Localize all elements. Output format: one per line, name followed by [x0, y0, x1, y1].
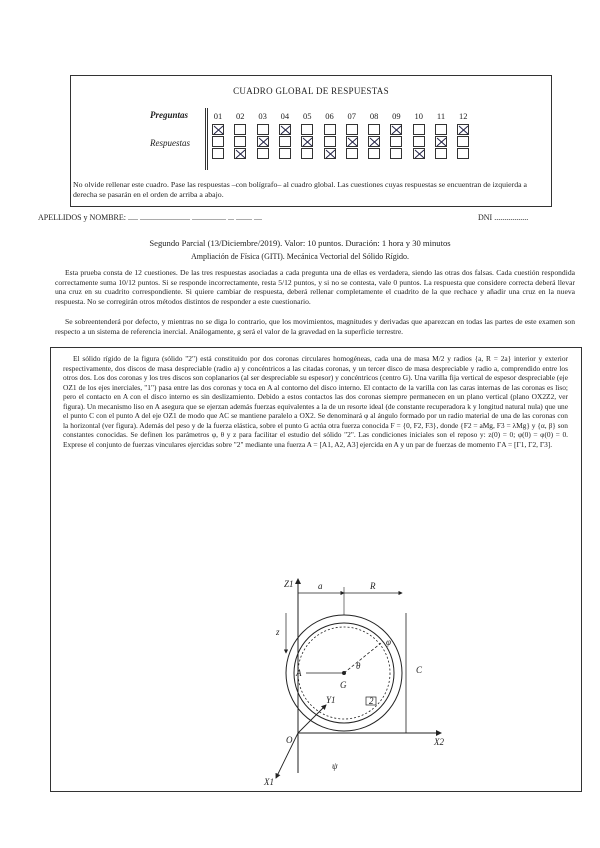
- answer-checkbox[interactable]: [346, 124, 358, 135]
- problem-box: [50, 347, 582, 792]
- question-number: 06: [325, 111, 334, 121]
- instructions-paragraph-1: Esta prueba consta de 12 cuestiones. De las tres respuestas asociadas a cada pregunta una de ellas es verdadera, siendo las otras dos falsas. Cada cuestión respondida correctamente suma 10/12 puntos. Si se responde incorrectamente, resta 5/12 puntos, y si no se contesta, vale 0 puntos. La respuesta que considere correcta deberá llevar una cruz en su cuadrito correspondiente. Si quiere cambiar de respuesta, deberá rellenar completamente el cuadrito de la que rechace y añadir una cruz en la nueva respuesta. No se corregirán otros métodos distintos de responder a este cuestionario.: [55, 268, 575, 306]
- answer-checkbox[interactable]: [279, 136, 291, 147]
- answer-checkbox[interactable]: [435, 124, 447, 135]
- answer-table-title: CUADRO GLOBAL DE RESPUESTAS: [233, 86, 389, 96]
- y1-axis: [298, 705, 326, 733]
- answer-checkbox[interactable]: [324, 124, 336, 135]
- label-z: z: [276, 627, 280, 637]
- answer-checkbox[interactable]: [301, 136, 313, 147]
- answer-checkbox[interactable]: [390, 136, 402, 147]
- question-number: 10: [414, 111, 423, 121]
- question-number: 05: [302, 111, 312, 121]
- label-psi: ψ: [332, 761, 338, 771]
- answer-checkbox[interactable]: [413, 148, 425, 159]
- answer-checkbox[interactable]: [301, 124, 313, 135]
- label-G: G: [340, 680, 347, 690]
- answer-checkbox[interactable]: [346, 136, 358, 147]
- label-two: 2: [369, 696, 374, 706]
- answer-checkbox[interactable]: [212, 148, 224, 159]
- exam-title: Segundo Parcial (13/Diciembre/2019). Valor: 10 puntos. Duración: 1 hora y 30 minutos: [149, 238, 451, 248]
- answer-checkbox[interactable]: [324, 136, 336, 147]
- answer-checkbox[interactable]: [368, 136, 380, 147]
- radius-phi: [344, 643, 381, 673]
- label-x2: X2: [434, 737, 444, 747]
- answer-checkbox[interactable]: [457, 148, 469, 159]
- answer-checkbox[interactable]: [279, 124, 291, 135]
- question-number: 09: [392, 111, 401, 121]
- exam-subtitle: Ampliación de Física (GITI). Mecánica Vectorial del Sólido Rígido.: [190, 252, 410, 261]
- answers-label: Respuestas: [150, 138, 190, 148]
- center-g: [342, 671, 346, 675]
- answer-checkbox[interactable]: [234, 124, 246, 135]
- label-r: R: [370, 581, 376, 591]
- answer-checkbox[interactable]: [457, 124, 469, 135]
- question-number: 11: [436, 111, 446, 121]
- answer-checkbox[interactable]: [212, 136, 224, 147]
- answer-checkbox[interactable]: [435, 148, 447, 159]
- questions-label: Preguntas: [150, 110, 189, 120]
- answer-checkbox[interactable]: [368, 124, 380, 135]
- answer-checkbox[interactable]: [234, 136, 246, 147]
- rigid-body-figure: [236, 573, 466, 788]
- problem-statement: El sólido rígido de la figura (sólido "2") está constituido por dos coronas circulares homogéneas, cada una de masa M/2 y radios {a, R = 2a} interior y exterior respectivamente, dos discos de masa despreciable (radio a) y concéntricos a las citadas coronas, y un tercer disco de masa despreciable y radio a, comprendido entre los otros dos. Los dos coronas y los tres discos son coplanarios (al ser despreciable su espesor) y concéntricos (centro G). Una varilla fija vertical de espesor despreciable (eje OZ1 de los ejes inerciales, "1") pasa entre las dos coronas y toca en A al contorno del disco interno. El contacto de la varilla con las caras internas de las coronas es liso; pero el contacto en A con el disco interno es sin deslizamiento. Debido a estos contactos las dos coronas siempre permanecen en un plano vertical (plano OX2Z2, ver figura). Un mecanismo liso en A asegura que se ejerzan además fuerzas equivalentes a la de un resorte ideal (de constante recuperadora k y longitud natural nula) que une el punto C con el punto A del eje OZ1 de modo que AC se mantiene paralelo a OX2. Se denominará φ al ángulo formado por un radio material de una de las coronas con la horizontal (ver figura). Además del peso y de la fuerza elástica, sobre el punto G actúa otra fuerza conocida F = {0, F2, F3}, donde {F2 = aMg, F3 = λMg} y {α, β} son constantes conocidas. Se definen los parámetros φ, θ y z para facilitar el estudio del sólido "2". Las condiciones iniciales son el reposo y: z(0) = 0; φ(0) = φ(0) = 0. Exprese el conjunto de fuerzas vinculares ejercidas sobre "2" mediante una fuerza A = [A1, A2, A3] ejercida en A y un par de fuerzas de momento ΓA = [Γ1, Γ2, Γ3].: [63, 354, 568, 449]
- instructions-paragraph-2: Se sobreentenderá por defecto, y mientras no se diga lo contrario, que los movimientos, magnitudes y derivadas que aparezcan en todas las partes de este examen son respecto a un sistema de referencia inercial. Análogamente, g será el valor de la gravedad en la superficie terrestre.: [55, 317, 575, 336]
- label-C: C: [416, 665, 423, 675]
- question-number: 08: [369, 111, 379, 121]
- label-x1: X1: [264, 777, 274, 787]
- label-y1: Y1: [326, 695, 336, 705]
- question-number: 03: [258, 111, 267, 121]
- answer-checkbox[interactable]: [212, 124, 224, 135]
- label-A: A: [296, 668, 302, 678]
- answer-checkbox[interactable]: [413, 124, 425, 135]
- answer-table-note: No olvide rellenar este cuadro. Pase las respuestas –con bolígrafo– al cuadro global. Las cuestiones cuyas respuestas se encuentran de izquierda a derecha se pasarán en el orden de arriba a abajo.: [73, 180, 528, 199]
- answer-checkbox[interactable]: [435, 136, 447, 147]
- label-z1: Z1: [284, 579, 294, 589]
- dni-field[interactable]: DNI .................: [478, 213, 529, 222]
- answer-checkbox[interactable]: [257, 136, 269, 147]
- label-theta: θ: [356, 661, 361, 671]
- answer-checkbox[interactable]: [413, 136, 425, 147]
- answer-checkbox[interactable]: [457, 136, 469, 147]
- label-phi: φ: [386, 637, 391, 647]
- answer-checkbox[interactable]: [234, 148, 246, 159]
- name-field[interactable]: APELLIDOS y NOMBRE: ..... ......................... ................. ... ........ ....: [38, 213, 263, 222]
- question-number: 07: [347, 111, 357, 121]
- question-number: 12: [459, 111, 468, 121]
- question-number: 02: [236, 111, 245, 121]
- question-number: 04: [280, 111, 290, 121]
- answer-checkbox[interactable]: [390, 124, 402, 135]
- answer-checkbox[interactable]: [324, 148, 336, 159]
- label-O: O: [286, 735, 293, 745]
- answer-checkbox[interactable]: [390, 148, 402, 159]
- answer-checkbox[interactable]: [257, 124, 269, 135]
- label-a: a: [318, 581, 323, 591]
- question-number: 01: [213, 111, 223, 121]
- answer-checkbox[interactable]: [346, 148, 358, 159]
- answer-checkbox[interactable]: [368, 148, 380, 159]
- answer-checkbox[interactable]: [257, 148, 269, 159]
- answer-checkbox[interactable]: [279, 148, 291, 159]
- answer-checkbox[interactable]: [301, 148, 313, 159]
